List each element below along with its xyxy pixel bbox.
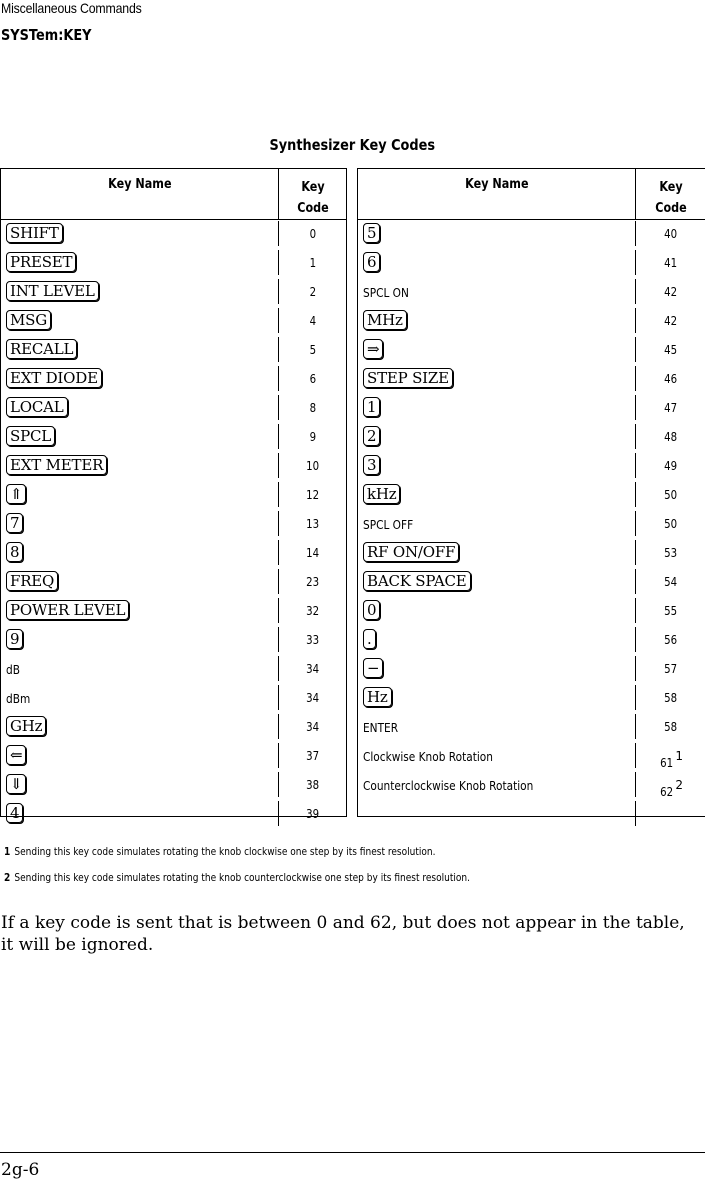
table-row (1, 799, 346, 828)
key-name-cell (6, 281, 99, 301)
key-code-value: 13 (306, 517, 320, 531)
table-row (1, 654, 346, 683)
key-name-cell (6, 455, 107, 475)
footnote-2 (4, 871, 470, 884)
key-name-cell (6, 542, 23, 562)
key-codes-table-left (0, 168, 347, 822)
key-code-value: 48 (664, 430, 678, 444)
key-cap: EXT DIODE (6, 368, 102, 388)
table-row (358, 538, 705, 567)
key-code-value: 8 (309, 401, 317, 415)
key-name-header (358, 177, 635, 192)
key-cap: 7 (6, 513, 23, 533)
footnote-ref: 1 (675, 749, 683, 763)
section-title: Miscellaneous Commands (1, 0, 142, 16)
key-code-cell (279, 662, 347, 676)
table-row (358, 422, 705, 451)
key-code-value: 12 (306, 488, 320, 502)
table-row (1, 364, 346, 393)
key-name-cell (6, 716, 46, 736)
key-name-cell (6, 223, 63, 243)
key-code-value: 34 (306, 691, 320, 705)
table-row (1, 509, 346, 538)
key-name-cell (363, 281, 415, 301)
key-code-cell (279, 372, 347, 386)
key-name-cell (363, 223, 380, 243)
key-name-cell (363, 252, 380, 272)
key-code-cell (636, 227, 705, 241)
key-label: Clockwise Knob Rotation (363, 750, 493, 764)
footnote-text: Sending this key code simulates rotating the knob counterclockwise one step by its finest resolution. (14, 871, 471, 884)
key-code-value: 58 (664, 720, 678, 734)
key-code-value: 5 (309, 343, 317, 357)
table-row (1, 712, 346, 741)
key-cap: FREQ (6, 571, 58, 591)
key-code-value: 45 (664, 343, 678, 357)
key-code-cell (279, 807, 347, 821)
key-cap: RECALL (6, 339, 77, 359)
key-code-cell (636, 633, 705, 647)
key-code-header-line2: Code (297, 201, 329, 216)
key-cap: 5 (363, 223, 380, 243)
table-row (358, 248, 705, 277)
key-code-value: 40 (664, 227, 678, 241)
table-row (358, 393, 705, 422)
key-code-value: 47 (664, 401, 678, 415)
key-name-cell (6, 687, 34, 707)
key-cap: EXT METER (6, 455, 107, 475)
table-row (1, 219, 346, 248)
command-title: SYSTem:KEY (1, 26, 92, 44)
key-cap: LOCAL (6, 397, 68, 417)
key-code-value: 62 (660, 785, 674, 799)
key-code-value: 23 (306, 575, 320, 589)
key-code-header (279, 177, 347, 219)
key-name-cell (363, 455, 380, 475)
key-name-cell (6, 368, 102, 388)
key-name-cell (6, 310, 51, 330)
table-row (358, 219, 705, 248)
table-row (1, 480, 346, 509)
key-name-cell (363, 426, 380, 446)
table-row (358, 451, 705, 480)
key-name-cell (6, 397, 68, 417)
key-name-header-text: Key Name (464, 177, 529, 192)
key-code-value: 1 (309, 256, 317, 270)
table-row (358, 741, 705, 770)
key-name-cell (6, 426, 55, 446)
key-code-value: 46 (664, 372, 678, 386)
key-cap: PRESET (6, 252, 76, 272)
key-name-cell (6, 745, 26, 765)
key-name-cell (363, 658, 383, 678)
key-name-cell (6, 571, 58, 591)
key-label: ENTER (363, 721, 399, 735)
key-cap: STEP SIZE (363, 368, 453, 388)
key-name-header-text: Key Name (107, 177, 172, 192)
key-cap: 3 (363, 455, 380, 475)
key-code-cell (636, 807, 705, 821)
key-code-value: 50 (664, 488, 678, 502)
key-code-value: 38 (306, 778, 320, 792)
key-codes-table-right (357, 168, 705, 817)
key-code-value: 42 (664, 285, 678, 299)
table-row (1, 335, 346, 364)
key-code-cell (636, 459, 705, 473)
table-row (358, 654, 705, 683)
footnote-text: Sending this key code simulates rotating the knob clockwise one step by its finest resolution. (14, 845, 436, 858)
table-row (1, 422, 346, 451)
table-row (358, 567, 705, 596)
table-row (358, 683, 705, 712)
key-name-cell (363, 716, 403, 736)
key-cap: 4 (6, 803, 23, 823)
key-code-cell (279, 343, 347, 357)
key-code-value: 41 (664, 256, 678, 270)
key-cap: ⇓ (6, 774, 26, 794)
footer-rule (0, 1152, 705, 1153)
key-name-cell (363, 687, 392, 707)
key-code-cell (279, 256, 347, 270)
table-row (358, 306, 705, 335)
key-code-value: 34 (306, 662, 320, 676)
footnote-number: 1 (4, 845, 11, 858)
key-code-cell (279, 488, 347, 502)
key-cap: 1 (363, 397, 380, 417)
key-cap: . (363, 629, 376, 649)
table-row (1, 741, 346, 770)
table-row (1, 306, 346, 335)
key-cap: BACK SPACE (363, 571, 471, 591)
table-row (1, 393, 346, 422)
table-row (1, 596, 346, 625)
key-label: Counterclockwise Knob Rotation (363, 779, 534, 793)
key-code-cell (279, 285, 347, 299)
key-code-cell (636, 720, 705, 734)
table-title (0, 136, 705, 154)
key-code-value: 56 (664, 633, 678, 647)
table-row (1, 567, 346, 596)
key-cap: 2 (363, 426, 380, 446)
key-label: dBm (6, 692, 31, 706)
key-code-cell (279, 546, 347, 560)
key-name-cell (363, 397, 380, 417)
key-code-value: 37 (306, 749, 320, 763)
key-code-value: 53 (664, 546, 678, 560)
key-code-cell (636, 662, 705, 676)
key-code-value: 39 (306, 807, 320, 821)
key-cap: 9 (6, 629, 23, 649)
table-row (358, 770, 705, 799)
key-name-cell (6, 774, 26, 794)
key-cap: POWER LEVEL (6, 600, 129, 620)
key-code-header (636, 177, 705, 219)
table-row (1, 248, 346, 277)
key-name-cell (363, 629, 376, 649)
key-code-cell (636, 604, 705, 618)
table-row (1, 625, 346, 654)
key-code-cell (279, 720, 347, 734)
key-code-value: 33 (306, 633, 320, 647)
key-code-value: 55 (664, 604, 678, 618)
key-name-cell (6, 252, 76, 272)
key-name-cell (363, 513, 420, 533)
key-code-cell (636, 778, 705, 799)
key-code-cell (279, 778, 347, 792)
key-label: SPCL ON (363, 286, 409, 300)
key-cap: 8 (6, 542, 23, 562)
key-name-cell (363, 368, 453, 388)
body-paragraph: If a key code is sent that is between 0 and 62, but does not appear in the table, it will be ignored. (1, 913, 685, 955)
key-name-header (1, 177, 278, 192)
key-code-cell (636, 285, 705, 299)
key-cap: INT LEVEL (6, 281, 99, 301)
key-cap: SPCL (6, 426, 55, 446)
table-header-left (1, 169, 346, 220)
key-code-cell (279, 430, 347, 444)
key-label: dB (6, 663, 20, 677)
table-row (1, 770, 346, 799)
table-row (358, 277, 705, 306)
footnote-number: 2 (4, 871, 11, 884)
key-code-header-line1: Key (659, 180, 683, 195)
key-code-cell (636, 314, 705, 328)
key-code-value: 6 (309, 372, 317, 386)
key-code-value: 32 (306, 604, 320, 618)
key-label: SPCL OFF (363, 518, 414, 532)
key-code-cell (636, 546, 705, 560)
key-name-cell (363, 600, 380, 620)
key-name-cell (6, 513, 23, 533)
key-code-cell (636, 749, 705, 770)
key-code-value: 50 (664, 517, 678, 531)
key-name-cell (363, 542, 459, 562)
table-row (358, 509, 705, 538)
key-name-cell (363, 484, 400, 504)
key-code-cell (636, 517, 705, 531)
key-name-cell (363, 571, 471, 591)
table-row (358, 596, 705, 625)
key-code-value: 58 (664, 691, 678, 705)
key-code-value: 42 (664, 314, 678, 328)
key-code-cell (279, 575, 347, 589)
key-code-cell (279, 749, 347, 763)
key-cap: ⇒ (363, 339, 383, 359)
key-name-cell (363, 310, 407, 330)
key-code-cell (279, 401, 347, 415)
table-row (358, 799, 705, 828)
table-row (358, 364, 705, 393)
footnote-1 (4, 845, 436, 858)
key-code-cell (636, 430, 705, 444)
key-cap: GHz (6, 716, 46, 736)
key-code-cell (636, 256, 705, 270)
table-row (358, 625, 705, 654)
key-name-cell (6, 484, 26, 504)
key-cap: kHz (363, 484, 400, 504)
key-code-cell (279, 227, 347, 241)
key-code-value: 57 (664, 662, 678, 676)
key-name-cell (363, 339, 383, 359)
key-cap: ⇐ (6, 745, 26, 765)
key-name-cell (6, 803, 23, 823)
key-cap: MSG (6, 310, 51, 330)
key-code-cell (636, 575, 705, 589)
key-code-cell (636, 401, 705, 415)
table-row (358, 480, 705, 509)
key-cap: ⇑ (6, 484, 26, 504)
key-name-cell (363, 745, 511, 765)
key-name-cell (363, 774, 557, 794)
key-code-cell (279, 517, 347, 531)
key-cap: MHz (363, 310, 407, 330)
key-code-value: 10 (306, 459, 320, 473)
key-cap: − (363, 658, 383, 678)
key-name-cell (6, 339, 77, 359)
key-cap: SHIFT (6, 223, 63, 243)
key-code-cell (636, 372, 705, 386)
key-name-cell (6, 600, 129, 620)
table-row (1, 277, 346, 306)
table-header-right (358, 169, 705, 220)
key-code-cell (636, 488, 705, 502)
key-code-cell (279, 691, 347, 705)
key-code-cell (279, 604, 347, 618)
key-code-value: 4 (309, 314, 317, 328)
key-name-cell (6, 629, 23, 649)
key-code-value: 61 (660, 756, 674, 770)
table-row (1, 683, 346, 712)
table-row (1, 538, 346, 567)
table-title-text: Synthesizer Key Codes (269, 136, 436, 154)
key-code-value: 0 (309, 227, 317, 241)
key-code-value: 2 (309, 285, 317, 299)
key-name-cell (6, 658, 22, 678)
key-code-header-line1: Key (301, 180, 325, 195)
key-code-value: 49 (664, 459, 678, 473)
key-cap: 0 (363, 600, 380, 620)
key-cap: RF ON/OFF (363, 542, 459, 562)
key-cap: Hz (363, 687, 392, 707)
key-code-header-line2: Code (655, 201, 687, 216)
table-row (358, 712, 705, 741)
table-row (358, 335, 705, 364)
key-code-value: 54 (664, 575, 678, 589)
key-code-cell (279, 459, 347, 473)
key-code-value: 9 (309, 430, 317, 444)
key-code-cell (279, 314, 347, 328)
key-code-cell (279, 633, 347, 647)
page-number: 2g-6 (1, 1160, 40, 1180)
key-code-cell (636, 691, 705, 705)
footnote-ref: 2 (675, 778, 683, 792)
key-code-value: 34 (306, 720, 320, 734)
key-code-value: 14 (306, 546, 320, 560)
table-row (1, 451, 346, 480)
key-code-cell (636, 343, 705, 357)
key-cap: 6 (363, 252, 380, 272)
